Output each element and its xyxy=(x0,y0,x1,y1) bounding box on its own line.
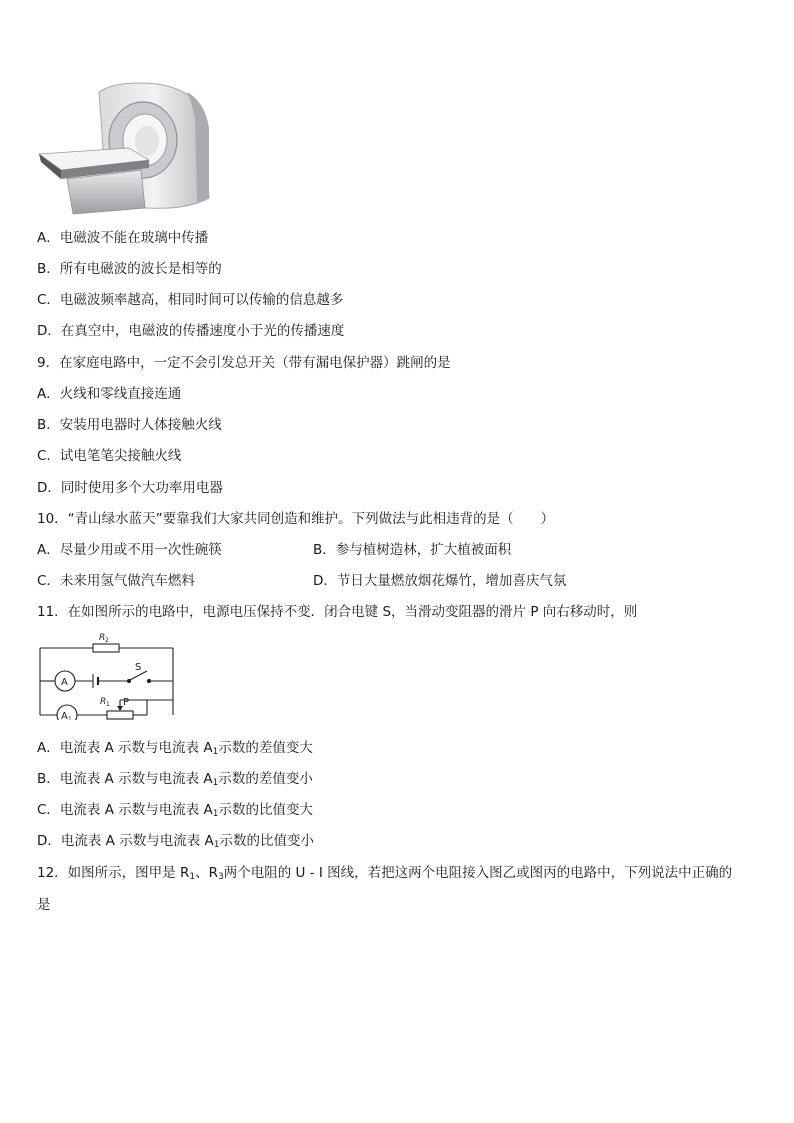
q12-stem: 12．如图所示，图甲是 $R_1$、$R_3$两个电阻的 U - I 图线，若把这两个电阻接入图乙或图丙的电路中，下列说法中正确的 xyxy=(37,865,733,882)
mri-machine-image xyxy=(37,78,212,216)
circuit-diagram xyxy=(37,630,177,720)
r1-label: R xyxy=(100,697,107,707)
q11-option-b: B．电流表 A 示数与电流表 $A_1$示数的差值变小 xyxy=(37,771,313,788)
q8-option-b: B．所有电磁波的波长是相等的 xyxy=(37,261,222,277)
q9-option-b: B．安装用电器时人体接触火线 xyxy=(37,417,222,433)
q10-option-b: B．参与植树造林，扩大植被面积 xyxy=(313,542,512,558)
r2-label-sub: 2 xyxy=(105,637,109,644)
r2-label: R xyxy=(99,633,106,643)
q8-option-a: A．电磁波不能在玻璃中传播 xyxy=(37,230,209,246)
q11-option-c: C．电流表 A 示数与电流表 $A_1$示数的比值变大 xyxy=(37,802,314,819)
q9-option-a: A．火线和零线直接连通 xyxy=(37,386,182,402)
q8-option-d: D．在真空中，电磁波的传播速度小于光的传播速度 xyxy=(37,323,345,339)
q11-stem: 11．在如图所示的电路中，电源电压保持不变．闭合电键 S，当滑动变阻器的滑片 P 向右移动时，则 xyxy=(37,604,638,620)
switch-label: S xyxy=(135,662,142,673)
q10-option-c: C．未来用氢气做汽车燃料 xyxy=(37,573,195,589)
r1-label-sub: 1 xyxy=(106,701,110,708)
slider-p-label: P xyxy=(123,697,130,708)
q9-option-c: C．试电笔笔尖接触火线 xyxy=(37,448,182,464)
q12-stem-line2: 是 xyxy=(37,897,51,913)
q9-option-d: D．同时使用多个大功率用电器 xyxy=(37,480,223,496)
ammeter-a1-label: A xyxy=(61,711,68,720)
q11-option-a: A．电流表 A 示数与电流表 $A_1$示数的差值变大 xyxy=(37,740,313,757)
ammeter-a-label: A xyxy=(61,677,68,688)
q9-stem: 9．在家庭电路中，一定不会引发总开关（带有漏电保护器）跳闸的是 xyxy=(37,355,451,371)
ammeter-a1-label-sub: 1 xyxy=(68,716,72,720)
q10-option-d: D．节日大量燃放烟花爆竹，增加喜庆气氛 xyxy=(313,573,567,589)
q10-stem: 10．“青山绿水蓝天”要靠我们大家共同创造和维护。下列做法与此相违背的是（ ） xyxy=(37,511,555,527)
q10-option-a: A．尽量少用或不用一次性碗筷 xyxy=(37,542,222,558)
q11-option-d: D．电流表 A 示数与电流表 $A_1$示数的比值变小 xyxy=(37,833,314,850)
q8-option-c: C．电磁波频率越高，相同时间可以传输的信息越多 xyxy=(37,292,344,308)
